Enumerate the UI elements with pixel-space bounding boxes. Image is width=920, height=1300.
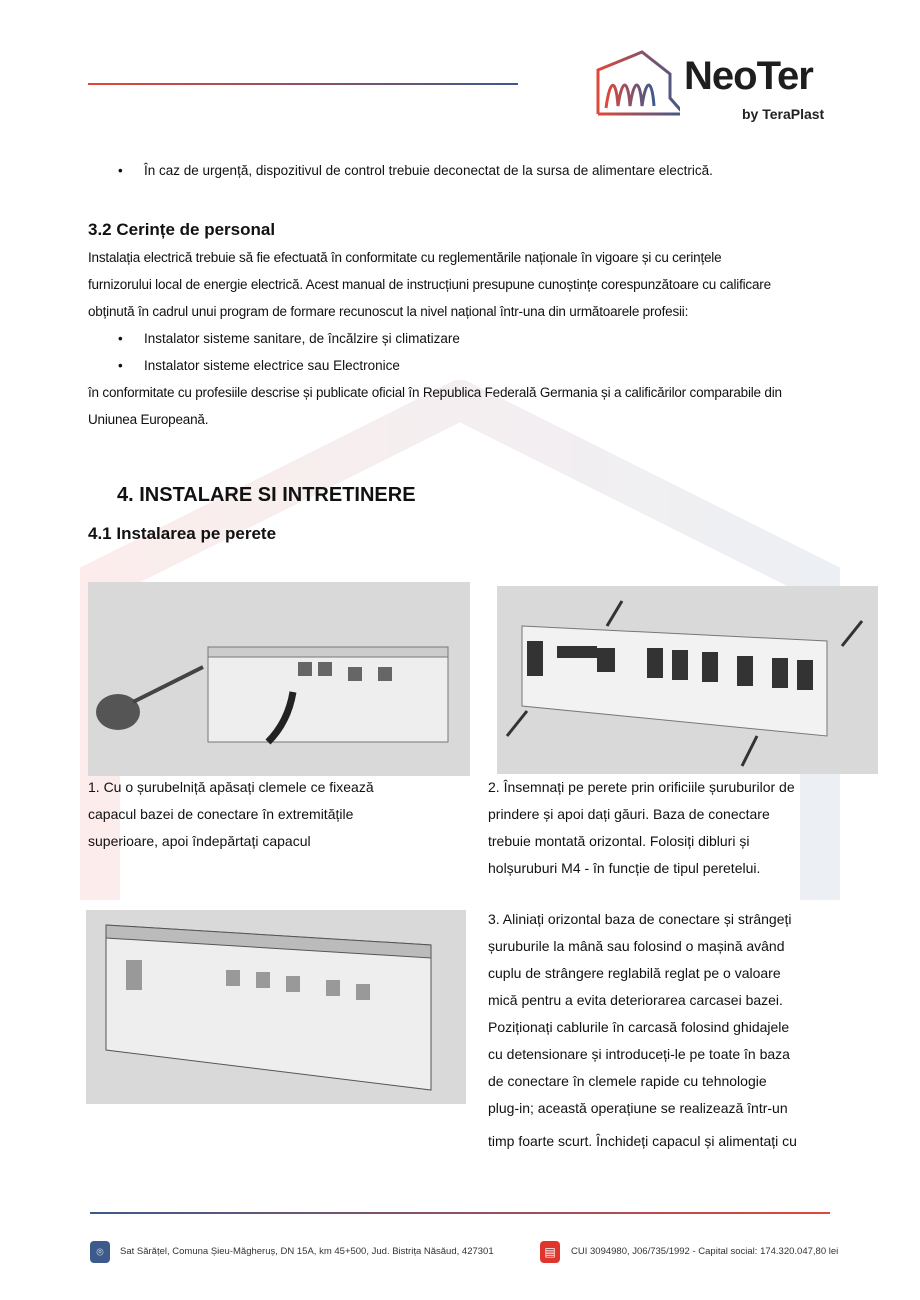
- bullet-item: • Instalator sisteme sanitare, de încălzire și climatizare: [144, 331, 460, 346]
- text-line: holșuruburi M4 - în funcție de tipul peretelui.: [488, 860, 761, 876]
- footer-divider: [90, 1212, 830, 1214]
- text-line: Poziționați cablurile în carcasă folosind ghidajele: [488, 1019, 790, 1035]
- section-4-heading: 4. INSTALARE SI INTRETINERE: [117, 484, 416, 506]
- footer-address: Sat Sărățel, Comuna Șieu-Măgheruș, DN 15A, km 45+500, Jud. Bistrița Năsăud, 427301: [120, 1246, 494, 1257]
- text-line: 1. Cu o șurubelniță apăsați clemele ce fixează: [88, 779, 374, 795]
- text-line: de conectare în clemele rapide cu tehnologie: [488, 1073, 767, 1089]
- logo-name: NeoTer: [684, 54, 813, 98]
- text-line: plug-in; această operațiune se realizează într-un: [488, 1100, 788, 1116]
- text-line: cuplu de strângere reglabilă reglat pe o valoare: [488, 965, 781, 981]
- step-3-illustration: [86, 910, 466, 1104]
- section-3-2-body: [88, 244, 848, 325]
- step-2-caption: [488, 774, 795, 882]
- text-line: Instalația electrică trebuie să fie efectuată în conformitate cu reglementările naționale în vigoare și cu cerințele: [88, 250, 722, 265]
- text-line: mică pentru a evita deteriorarea carcasei bazei.: [488, 992, 783, 1008]
- footer-company-info: CUI 3094980, J06/735/1992 - Capital social: 174.320.047,80 lei: [571, 1246, 839, 1257]
- text-line: capacul bazei de conectare în extremitățile: [88, 806, 354, 822]
- bullet-item: • Instalator sisteme electrice sau Electronice: [144, 358, 400, 373]
- step-2-illustration: [497, 586, 878, 774]
- text-line: timp foarte scurt. Închideți capacul și alimentați cu: [488, 1133, 797, 1149]
- house-logo-icon: [592, 48, 680, 118]
- section-3-2-heading: 3.2 Cerințe de personal: [88, 220, 276, 239]
- text-line: superioare, apoi îndepărtați capacul: [88, 833, 311, 849]
- text-line: furnizorului local de energie electrică. Acest manual de instrucțiuni presupune cunoștințe corespunzătoare cu calificare: [88, 277, 771, 292]
- text-line: șuruburile la mână sau folosind o mașină având: [488, 938, 785, 954]
- text-line: Uniunea Europeană.: [88, 412, 209, 427]
- location-pin-icon: ⌾: [90, 1241, 110, 1263]
- text-line: 2. Însemnați pe perete prin orificiile șuruburilor de: [488, 779, 795, 795]
- intro-bullet: • În caz de urgență, dispozitivul de control trebuie deconectat de la sursa de alimentare electrică.: [144, 163, 713, 178]
- step-1-caption: [88, 774, 374, 855]
- section-4-1-heading: 4.1 Instalarea pe perete: [88, 524, 277, 543]
- text-line: cu detensionare și introduceți-le pe toate în baza: [488, 1046, 790, 1062]
- header-divider: [88, 83, 518, 85]
- text-line: 3. Aliniați orizontal baza de conectare și strângeți: [488, 911, 792, 927]
- step-3-caption: [488, 906, 797, 1155]
- step-1-illustration: [88, 582, 470, 776]
- text-line: trebuie montată orizontal. Folosiți dibluri și: [488, 833, 750, 849]
- document-icon: ▤: [540, 1241, 560, 1263]
- section-3-2-closing: [88, 379, 848, 433]
- text-line: obținută în cadrul unui program de formare recunoscut la nivel național într-una din următoarele profesii:: [88, 304, 689, 319]
- text-line: în conformitate cu profesiile descrise și publicate oficial în Republica Federală Germania și a calificărilor comparabile din: [88, 385, 782, 400]
- logo-subtitle: by TeraPlast: [742, 106, 825, 122]
- text-line: prindere și apoi dați găuri. Baza de conectare: [488, 806, 770, 822]
- neoter-logo: [592, 48, 837, 128]
